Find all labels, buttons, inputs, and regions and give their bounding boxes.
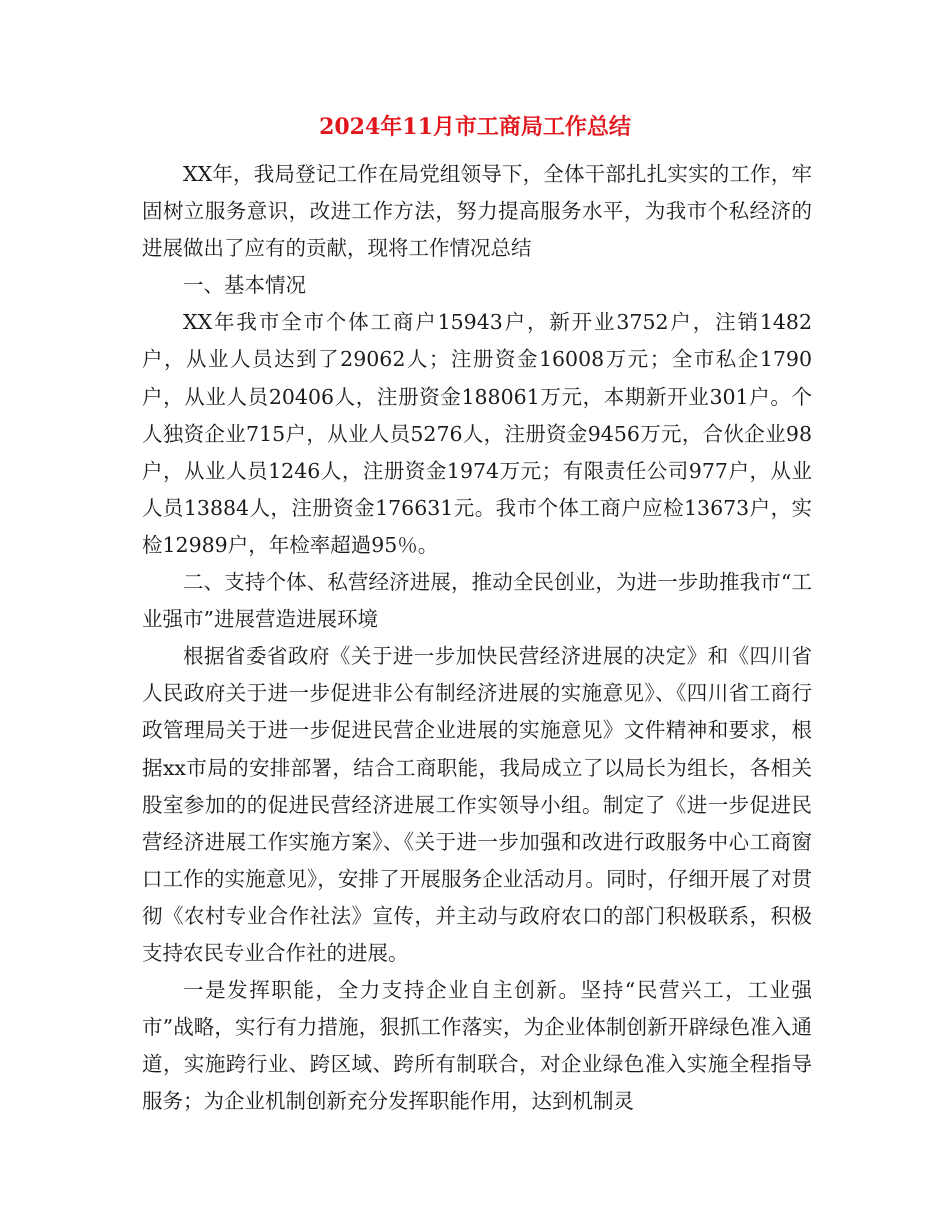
document-body bbox=[142, 156, 812, 1120]
paragraph-intro: XX年，我局登记工作在局党组领导下，全体干部扎扎实实的工作，牢固树立服务意识，改进工作方法，努力提高服务水平，为我市个私经济的进展做出了应有的贡献，现将工作情况总结 bbox=[142, 162, 812, 261]
document-title: 2024年11月市工商局工作总结 bbox=[319, 114, 631, 140]
paragraph-policy: 根据省委省政府《关于进一步加快民营经济进展的决定》和《四川省人民政府关于进一步促进非公有制经济进展的实施意见》、《四川省工商行政管理局关于进一步促进民营企业进展的实施意见》文件精神和要求，根据xx市局的安排部署，结合工商职能，我局成立了以局长为组长，各相关股室参加的的促进民营经济进展工作实领导小组。制定了《进一步促进民营经济进展工作实施方案》、《关于进一步加强和改进行政服务中心工商窗口工作的实施意见》，安排了开展服务企业活动月。同时，仔细开展了对贯彻《农村专业合作社法》宣传，并主动与政府农口的部门积极联系，积极支持农民专业合作社的进展。 bbox=[142, 644, 812, 965]
paragraph-statistics: XX年我市全市个体工商户15943户，新开业3752户，注销1482户，从业人员达到了29062人；注册资金16008万元；全市私企1790户，从业人员20406人，注册资金188061万元，本期新开业301户。个人独资企业715户，从业人员5276人，注册资金9456万元，合伙企业98户，从业人员1246人，注册资金1974万元；有限责任公司977户，从业人员13884人，注册资金176631元。我市个体工商户应检13673户，实检12989户，年检率超過95％。 bbox=[142, 310, 812, 557]
section-heading-support: 二、支持个体、私营经济进展，推动全民创业，为进一步助推我市“工业强市”进展营造进展环境 bbox=[142, 570, 812, 632]
paragraph-innovation: 一是发挥职能，全力支持企业自主创新。坚持“民营兴工，工业强市”战略，实行有力措施，狠抓工作落实，为企业体制创新开辟绿色准入通道，实施跨行业、跨区域、跨所有制联合，对企业绿色准入实施全程指导服务；为企业机制创新充分发挥职能作用，达到机制灵 bbox=[142, 978, 812, 1114]
section-heading-basic-situation: 一、基本情况 bbox=[183, 273, 306, 298]
